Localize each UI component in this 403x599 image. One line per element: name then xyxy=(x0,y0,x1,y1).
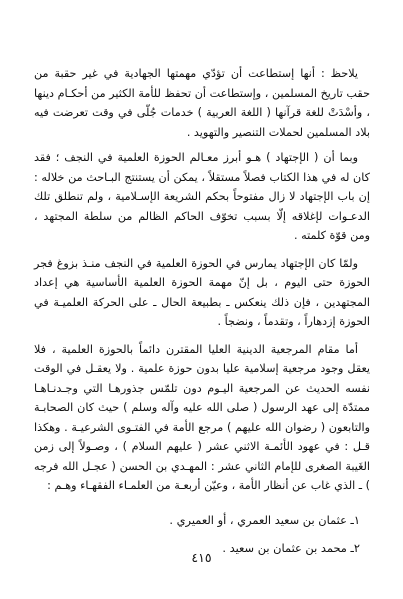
page-number: ٤١٥ xyxy=(191,550,212,565)
paragraph-ijtihad: وبما أن ( الإجتهاد ) هـو أبرز معـالم الحوزة العلمية في النجف ؛ فقد كان له في هذا الكتاب فصلاً مستقلاً ، يمكن أن يستنتج البـاحث من خلاله : إن باب الإجتهاد لا زال مفتوحاً بحكم الشريعة الإسـلامية ، ولم تنطلق تلك الدعـوات لإغلاقه إلّا بسبب تخوّف الحاكم الظالم من سلطة المجتهد ، ومن قوّة كلمته . xyxy=(34,151,370,242)
list-item: ٢ـ محمد بن عثمان بن سعيد . xyxy=(222,540,360,555)
paragraph-najaf-ijtihad-practice: ولمّا كان الإجتهاد يمارس في الحوزة العلمية في النجف منـذ بزوغ فجر الحوزة حتى اليوم ، بل إنّ مهمة الحوزة العلمية الأساسية هي إعداد المجتهدين ، فإن ذلك ينعكس ـ بطبيعة الحال ـ على الحركة العلميـة في الحوزة إزدهاراً ، وتقدماً ، ونضجاً . xyxy=(34,256,370,328)
paragraph-marjaiyya: أما مقام المرجعية الدينية العليا المقترن دائماً بالحوزة العلمية ، فلا يعقل وجود مرجعية إسلامية عليا بدون حوزة علمية . ولا يعقـل في الوقت نفسه الحديث عن المرجعية اليـوم دون تلمّس جذورهـا التي وجـدنـاهـا ممتدّة إلى عهد الرسول ( صلى الله عليه وآله وسلم ) حيث كان الصحابـة والتابعون ( رضوان الله عليهم ) مرجع الأمة في الفتـوى الشرعيـة . وهكذا قـل : في عهود الأئمـة الاثني عشر ( عليهم السلام ) ، وصـولاً إلى زمن الغَيبة الصغرى للإمام الثاني عشر : المهـدي بن الحسن ( عجـل الله فرجه ) ـ الذي غاب عن أنظار الأمة ، وعيّن أربعـة من العلمـاء الفقهـاء وهـم : xyxy=(34,342,370,492)
paragraph-jihad-role: يلاحظ : أنها إستطاعت أن تؤدّي مهمتها الجهادية في غير حقبة من حقب تاريخ المسلمين ، وإستطاعت أن تحفظ للأمة الكثير من أحكـام دينها ، وأسْدَتْ للغة قرآنها ( اللغة العربية ) خدمات جُلّى في وقت تعرضت فيه بلاد المسلمين لحملات التنصير والتهويد . xyxy=(34,67,370,139)
list-item: ١ـ عثمان بن سعيد العمري ، أو العميري . xyxy=(169,512,360,527)
